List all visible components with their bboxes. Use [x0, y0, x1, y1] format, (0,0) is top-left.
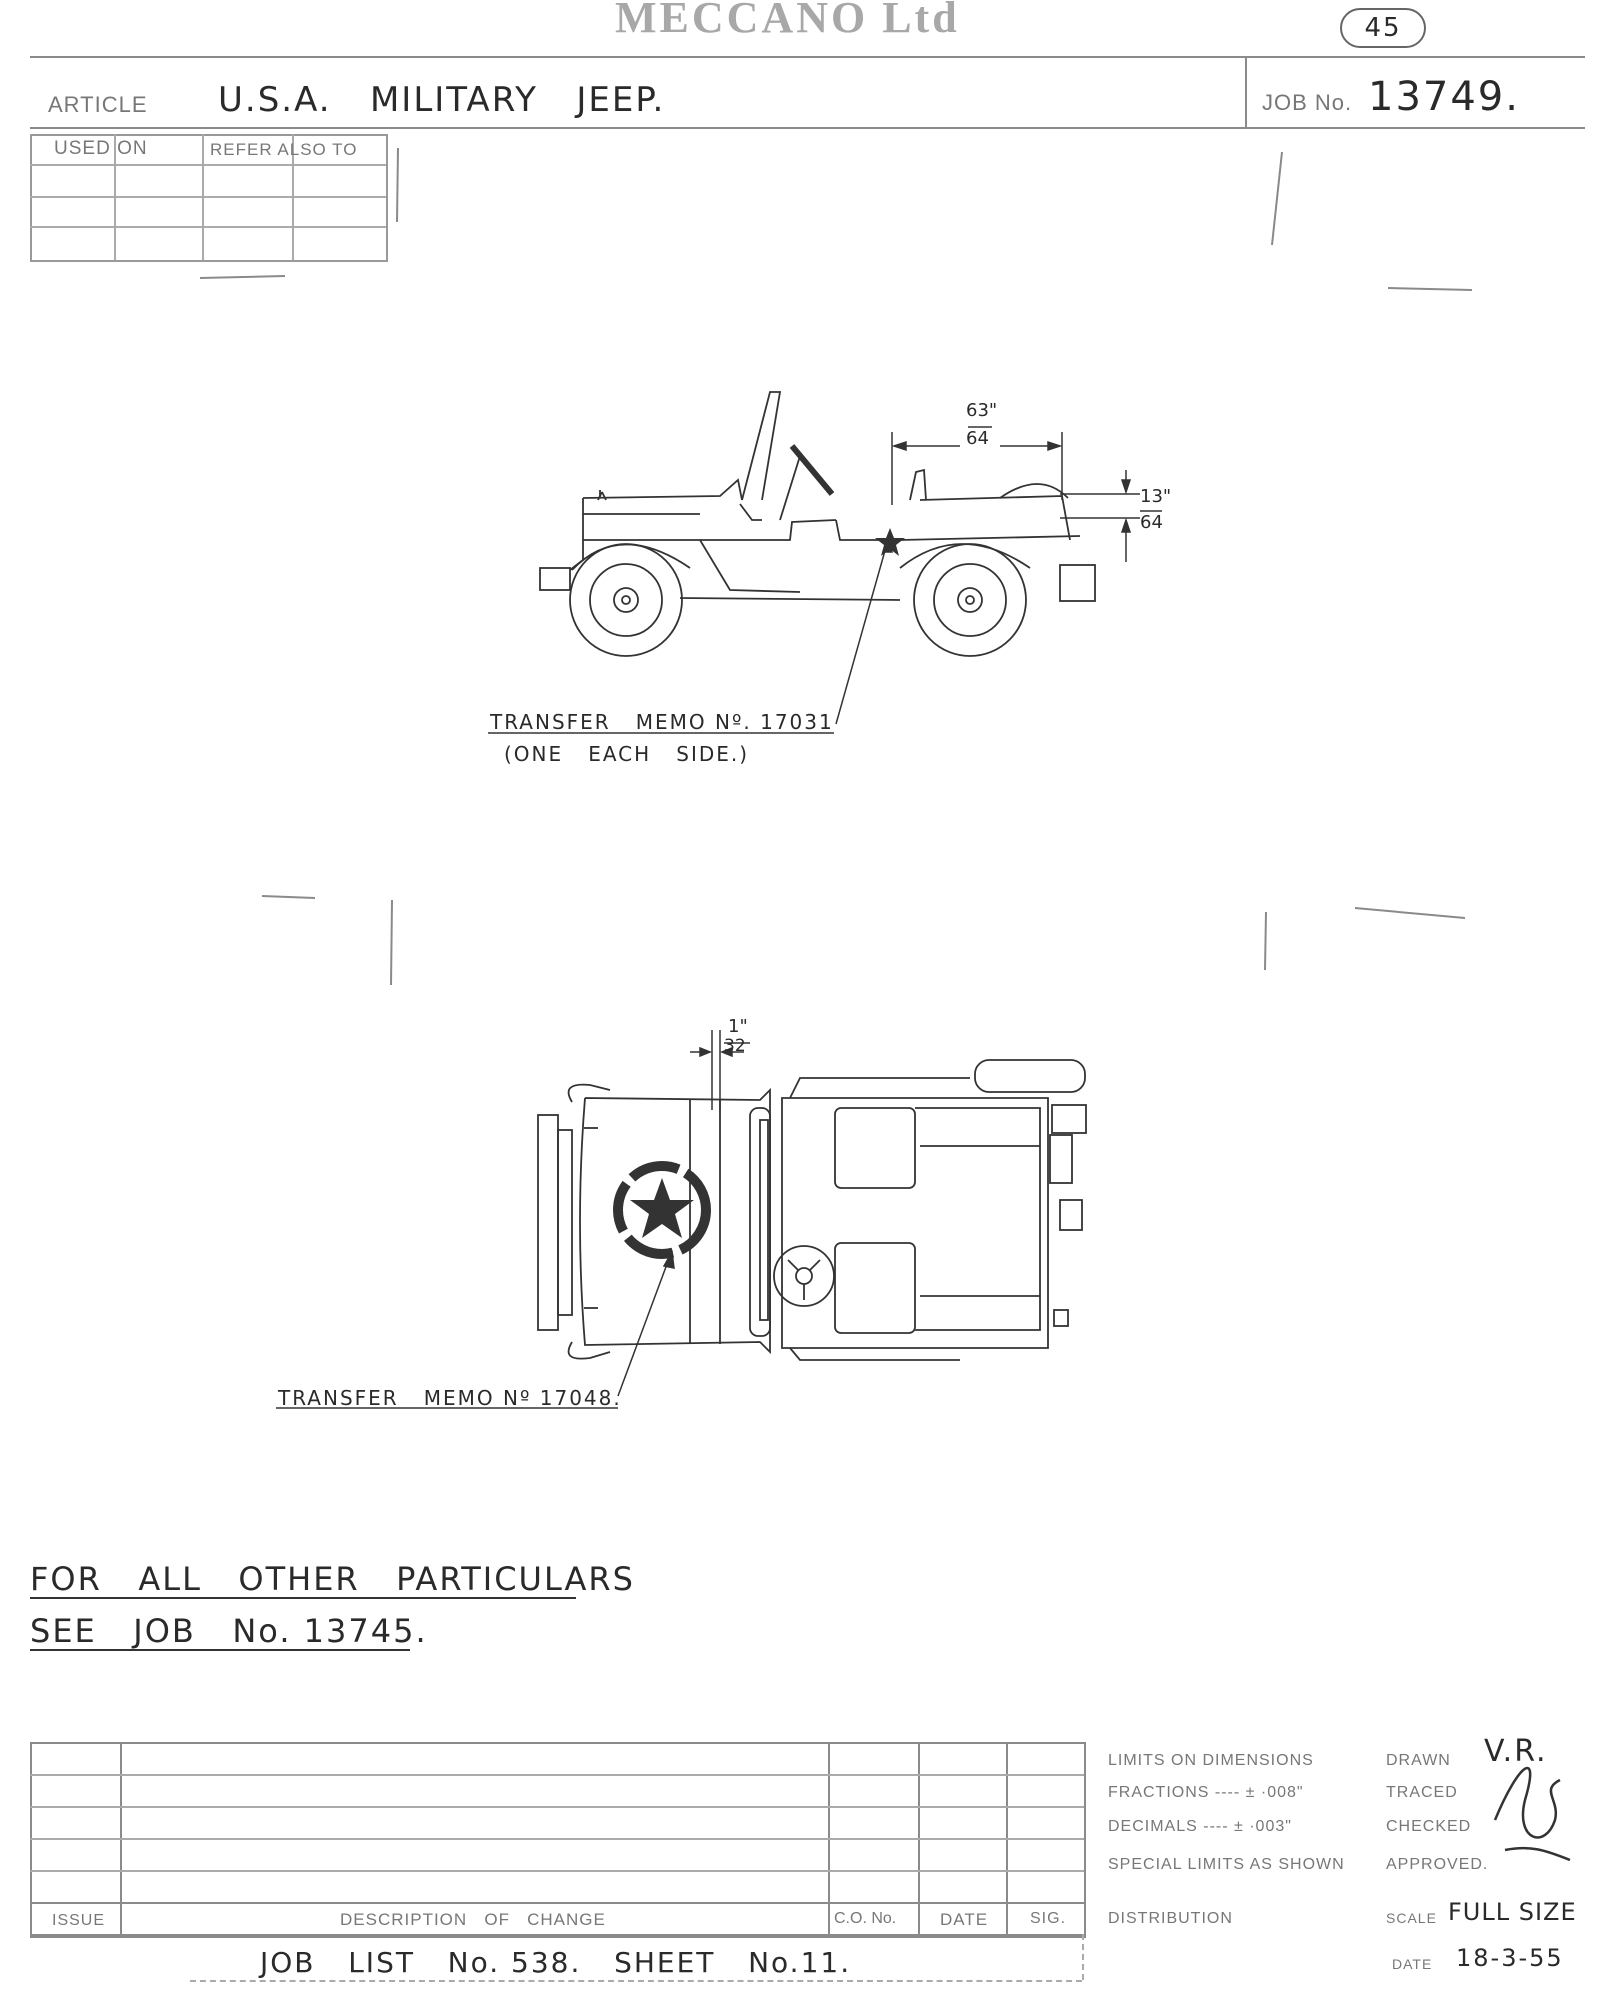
side-transfer-note: (ONE EACH SIDE.) [504, 742, 750, 766]
side-transfer-memo: TRANSFER MEMO Nº. 17031 [490, 710, 834, 734]
refer-also-to-label: REFER ALSO TO [210, 140, 358, 159]
front-wheel [570, 544, 682, 656]
rev-bottom-rule [30, 1934, 1084, 1936]
note-see-job: SEE JOB No. 13745. [30, 1612, 428, 1650]
scale-value: FULL SIZE [1448, 1898, 1577, 1926]
drawn-label: DRAWN [1386, 1752, 1451, 1769]
used-on-label: USED ON [54, 138, 148, 159]
side-dim-vertical-num: 13" [1140, 486, 1172, 507]
rev-row-2 [30, 1806, 1084, 1808]
scale-label: SCALE [1386, 1910, 1437, 1926]
job-label: JOB No. [1262, 90, 1353, 115]
hood-star-roundel-icon [618, 1166, 706, 1254]
col-description: DESCRIPTION OF CHANGE [340, 1910, 606, 1929]
rev-divider-co [828, 1742, 830, 1938]
reg-mark [1355, 908, 1465, 918]
rev-divider-sig [1006, 1742, 1008, 1938]
col-date: DATE [940, 1910, 989, 1929]
special-limits: SPECIAL LIMITS AS SHOWN [1108, 1856, 1345, 1873]
top-transfer-memo: TRANSFER MEMO Nº 17048. [278, 1386, 622, 1410]
reg-mark [262, 896, 315, 898]
side-dim-vertical-den: 64 [1140, 512, 1163, 533]
revision-table [30, 1742, 1086, 1938]
col-sig: SIG. [1030, 1910, 1067, 1927]
article-title: U.S.A. MILITARY JEEP. [218, 80, 666, 120]
rev-divider-date [918, 1742, 920, 1938]
date-value: 18-3-55 [1456, 1944, 1564, 1972]
side-dim-horizontal-den: 64 [966, 428, 989, 449]
signature-scribble [1495, 1768, 1570, 1860]
reg-mark [1265, 912, 1266, 970]
jeep-side-view [540, 392, 1095, 601]
job-list-bottom-rule [190, 1980, 1082, 1982]
limits-fractions: FRACTIONS ---- ± ·008" [1108, 1784, 1304, 1801]
company-name: MECCANO Ltd [615, 0, 960, 42]
approved-label: APPROVED. [1386, 1856, 1489, 1873]
rev-row-1 [30, 1774, 1084, 1776]
job-list-sheet: JOB LIST No. 538. SHEET No.11. [260, 1946, 852, 1979]
article-label: ARTICLE [48, 92, 148, 117]
distribution-label: DISTRIBUTION [1108, 1910, 1233, 1927]
rear-wheel [914, 544, 1026, 656]
reg-mark [391, 900, 392, 985]
rev-header-rule [30, 1902, 1084, 1904]
drawn-initials: V.R. [1484, 1734, 1548, 1769]
rev-divider-issue [120, 1742, 122, 1938]
job-list-right-rule [1082, 1934, 1084, 1980]
top-dim-num: 1" [728, 1016, 748, 1037]
top-dim-den: 32 [724, 1036, 746, 1056]
rev-row-4 [30, 1870, 1084, 1872]
reg-mark [200, 276, 285, 278]
reg-mark [1388, 288, 1472, 290]
limits-title: LIMITS ON DIMENSIONS [1108, 1752, 1314, 1769]
col-issue: ISSUE [52, 1912, 106, 1929]
rev-row-3 [30, 1838, 1084, 1840]
side-view-wheels [570, 544, 1026, 656]
date-label: DATE [1392, 1956, 1433, 1972]
checked-label: CHECKED [1386, 1818, 1472, 1835]
col-co-number: C.O. No. [834, 1910, 897, 1927]
traced-label: TRACED [1386, 1784, 1458, 1801]
sheet-number: 45 [1364, 13, 1402, 43]
job-number: 13749. [1368, 74, 1520, 120]
reg-mark [397, 148, 398, 222]
note-other-particulars: FOR ALL OTHER PARTICULARS [30, 1560, 635, 1598]
reg-mark [1272, 152, 1282, 245]
side-dim-horizontal-num: 63" [966, 400, 998, 421]
limits-decimals: DECIMALS ---- ± ·003" [1108, 1818, 1292, 1835]
